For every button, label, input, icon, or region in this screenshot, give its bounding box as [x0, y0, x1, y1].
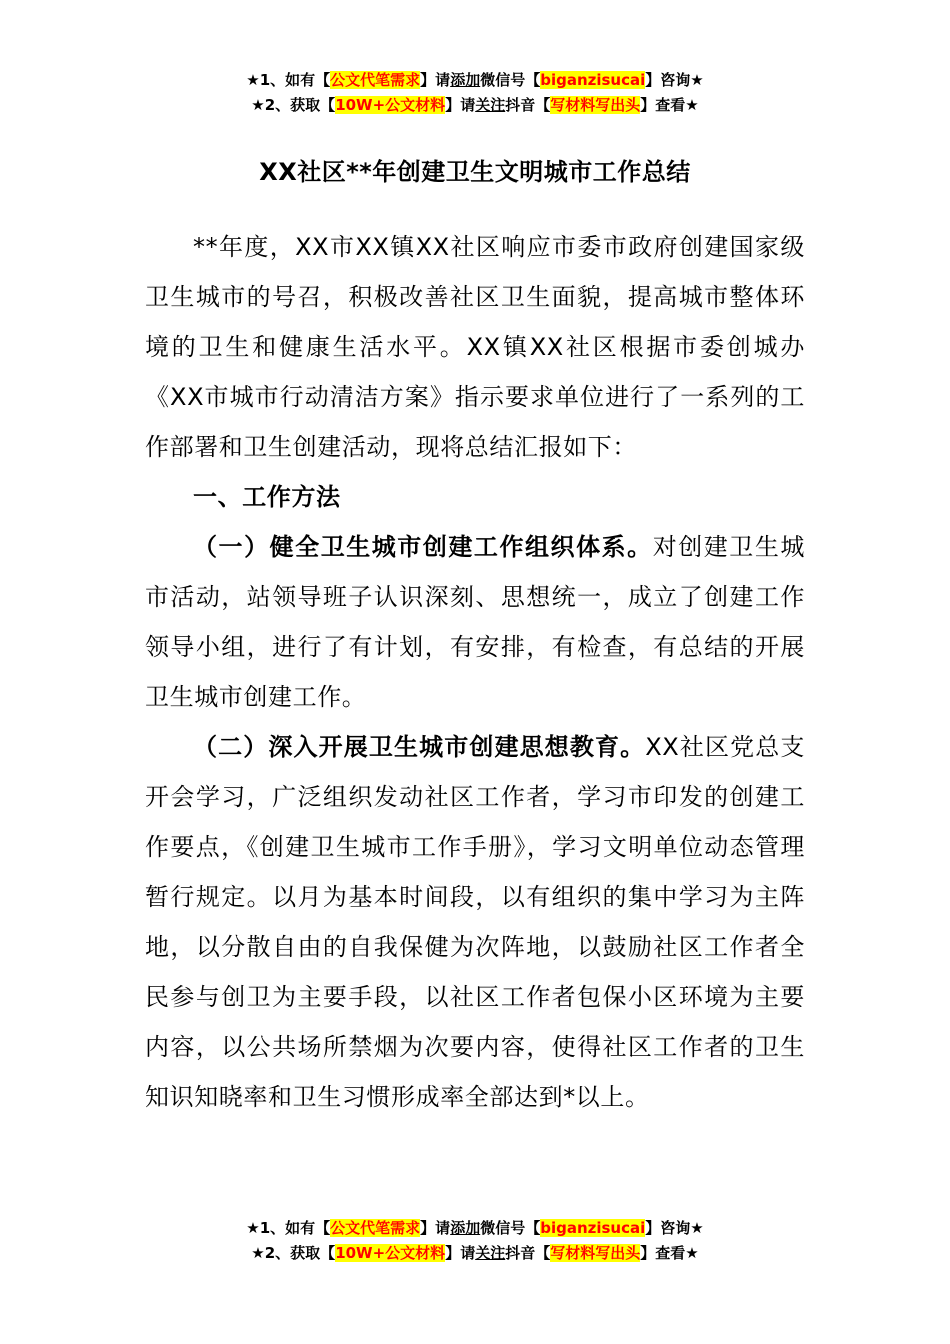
wechat-id: biganzisucai — [540, 71, 646, 89]
promo-banner-top — [0, 68, 950, 118]
highlight-text: 公文代笔需求 — [330, 71, 421, 89]
item-title: （一）健全卫生城市创建工作组织体系。 — [193, 533, 653, 561]
wechat-id: biganzisucai — [540, 1219, 646, 1237]
section-heading: 一、工作方法 — [193, 483, 341, 511]
douyin-id: 写材料写出头 — [550, 96, 641, 114]
promo-line-2: ★2、获取【10W+公文材料】请关注抖音【写材料写出头】查看★ — [251, 96, 699, 114]
promo-banner-bottom — [0, 1216, 950, 1266]
item-paragraph-1 — [145, 522, 805, 722]
document-title: XX社区**年创建卫生文明城市工作总结 — [259, 158, 691, 186]
highlight-text: 公文代笔需求 — [330, 1219, 421, 1237]
promo-line-1: ★1、如有【公文代笔需求】请添加微信号【biganzisucai】咨询★ — [246, 1219, 704, 1237]
promo-line-1: ★1、如有【公文代笔需求】请添加微信号【biganzisucai】咨询★ — [246, 71, 704, 89]
document-body — [145, 222, 805, 1122]
item-title: （二）深入开展卫生城市创建思想教育。 — [193, 733, 646, 761]
intro-paragraph: **年度，XX市XX镇XX社区响应市委市政府创建国家级卫生城市的号召，积极改善社区卫生面貌，提高城市整体环境的卫生和健康生活水平。XX镇XX社区根据市委创城办《XX市城市行动清洁方案》指示要求单位进行了一系列的工作部署和卫生创建活动，现将总结汇报如下： — [145, 233, 805, 461]
promo-line-2: ★2、获取【10W+公文材料】请关注抖音【写材料写出头】查看★ — [251, 1244, 699, 1262]
highlight-text: 10W+公文材料 — [335, 96, 446, 114]
highlight-text: 10W+公文材料 — [335, 1244, 446, 1262]
douyin-id: 写材料写出头 — [550, 1244, 641, 1262]
item-body: XX社区党总支开会学习，广泛组织发动社区工作者，学习市印发的创建工作要点，《创建卫生城市工作手册》，学习文明单位动态管理暂行规定。以月为基本时间段，以有组织的集中学习为主阵地，以分散自由的自我保健为次阵地，以鼓励社区工作者全民参与创卫为主要手段，以社区工作者包保小区环境为主要内容，以公共场所禁烟为次要内容，使得社区工作者的卫生知识知晓率和卫生习惯形成率全部达到*以上。 — [145, 733, 805, 1111]
item-paragraph-2 — [145, 722, 805, 1122]
item-body: 对创建卫生城市活动，站领导班子认识深刻、思想统一，成立了创建工作领导小组，进行了有计划，有安排，有检查，有总结的开展卫生城市创建工作。 — [145, 533, 805, 711]
